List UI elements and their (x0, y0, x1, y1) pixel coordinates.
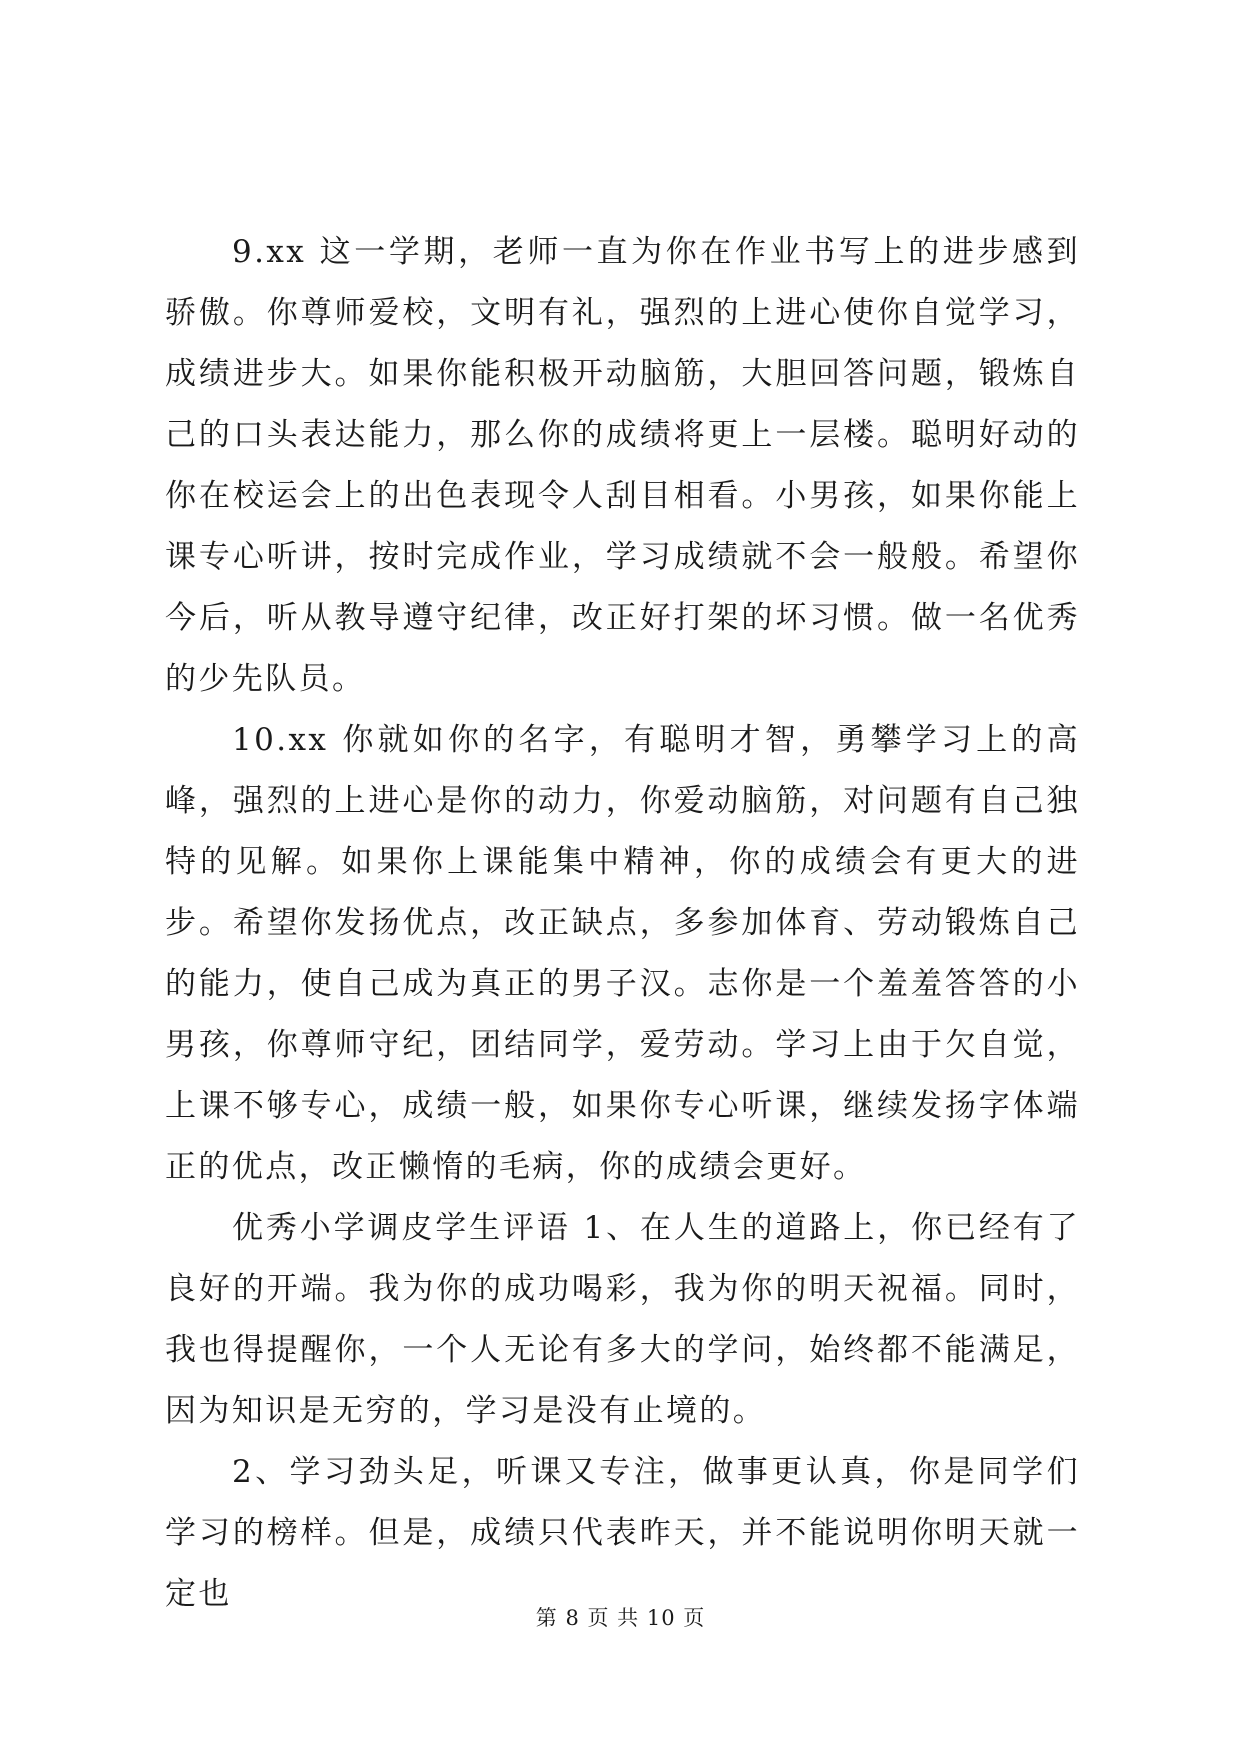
paragraph-section-intro: 优秀小学调皮学生评语 1、在人生的道路上，你已经有了良好的开端。我为你的成功喝彩，我为你的明天祝福。同时，我也得提醒你，一个人无论有多大的学问，始终都不能满足，因为知识是无穷的，学习是没有止境的。 (165, 1210, 1080, 1429)
paragraph-comment-10: 10.xx 你就如你的名字，有聪明才智，勇攀学习上的高峰，强烈的上进心是你的动力，你爱动脑筋，对问题有自己独特的见解。如果你上课能集中精神，你的成绩会有更大的进步。希望你发扬优点，改正缺点，多参加体育、劳动锻炼自己的能力，使自己成为真正的男子汉。志你是一个羞羞答答的小男孩，你尊师守纪，团结同学，爱劳动。学习上由于欠自觉，上课不够专心，成绩一般，如果你专心听课，继续发扬字体端正的优点，改正懒惰的毛病，你的成绩会更好。 (165, 722, 1080, 1185)
document-body (165, 222, 1080, 1625)
paragraph-comment-9: 9.xx 这一学期，老师一直为你在作业书写上的进步感到骄傲。你尊师爱校，文明有礼，强烈的上进心使你自觉学习，成绩进步大。如果你能积极开动脑筋，大胆回答问题，锻炼自己的口头表达能力，那么你的成绩将更上一层楼。聪明好动的你在校运会上的出色表现令人刮目相看。小男孩，如果你能上课专心听讲，按时完成作业，学习成绩就不会一般般。希望你今后，听从教导遵守纪律，改正好打架的坏习惯。做一名优秀的少先队员。 (165, 234, 1080, 697)
paragraph-item-2: 2、学习劲头足，听课又专注，做事更认真，你是同学们学习的榜样。但是，成绩只代表昨天，并不能说明你明天就一定也 (165, 1454, 1080, 1612)
page-footer: 第 8 页 共 10 页 (535, 1606, 706, 1630)
